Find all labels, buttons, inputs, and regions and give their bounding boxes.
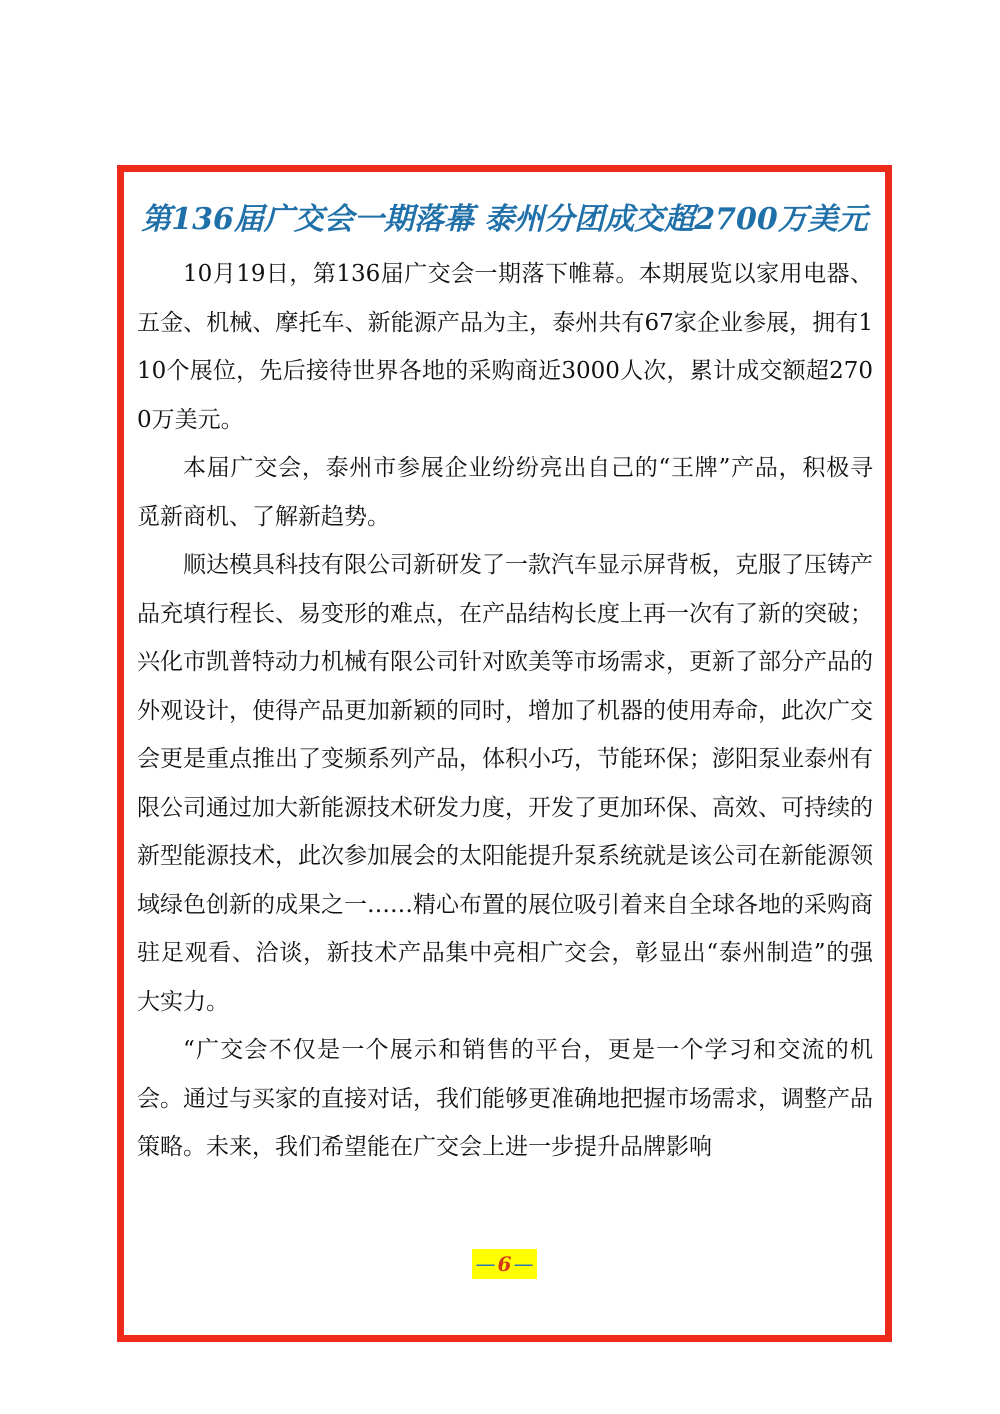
paragraph-2: 本届广交会，泰州市参展企业纷纷亮出自己的“王牌”产品，积极寻觅新商机、了解新趋势。 (137, 455, 873, 530)
article-body (137, 250, 873, 1172)
red-border-frame (117, 165, 892, 1342)
article-headline: 第136届广交会一期落幕 泰州分团成交超2700万美元 (141, 202, 868, 237)
page-number: 6 (497, 1252, 512, 1276)
page-number-marker (124, 1249, 885, 1279)
page-dash-right: — (513, 1252, 534, 1276)
paragraph-3: 顺达模具科技有限公司新研发了一款汽车显示屏背板，克服了压铸产品充填行程长、易变形的难点，在产品结构长度上再一次有了新的突破；兴化市凯普特动力机械有限公司针对欧美等市场需求，更新了部分产品的外观设计，使得产品更加新颖的同时，增加了机器的使用寿命，此次广交会更是重点推出了变频系列产品，体积小巧，节能环保；澎阳泵业泰州有限公司通过加大新能源技术研发力度，开发了更加环保、高效、可持续的新型能源技术，此次参加展会的太阳能提升泵系统就是该公司在新能源领域绿色创新的成果之一……精心布置的展位吸引着来自全球各地的采购商驻足观看、洽谈，新技术产品集中亮相广交会，彰显出“泰州制造”的强大实力。 (137, 552, 873, 1015)
paragraph-4: “广交会不仅是一个展示和销售的平台，更是一个学习和交流的机会。通过与买家的直接对话，我们能够更准确地把握市场需求，调整产品策略。未来，我们希望能在广交会上进一步提升品牌影响 (137, 1037, 873, 1160)
page-dash-left: — (475, 1252, 496, 1276)
page-number-highlight (472, 1249, 538, 1279)
paragraph-1: 10月19日，第136届广交会一期落下帷幕。本期展览以家用电器、五金、机械、摩托车、新能源产品为主，泰州共有67家企业参展，拥有110个展位，先后接待世界各地的采购商近3000人次，累计成交额超2700万美元。 (137, 261, 873, 433)
